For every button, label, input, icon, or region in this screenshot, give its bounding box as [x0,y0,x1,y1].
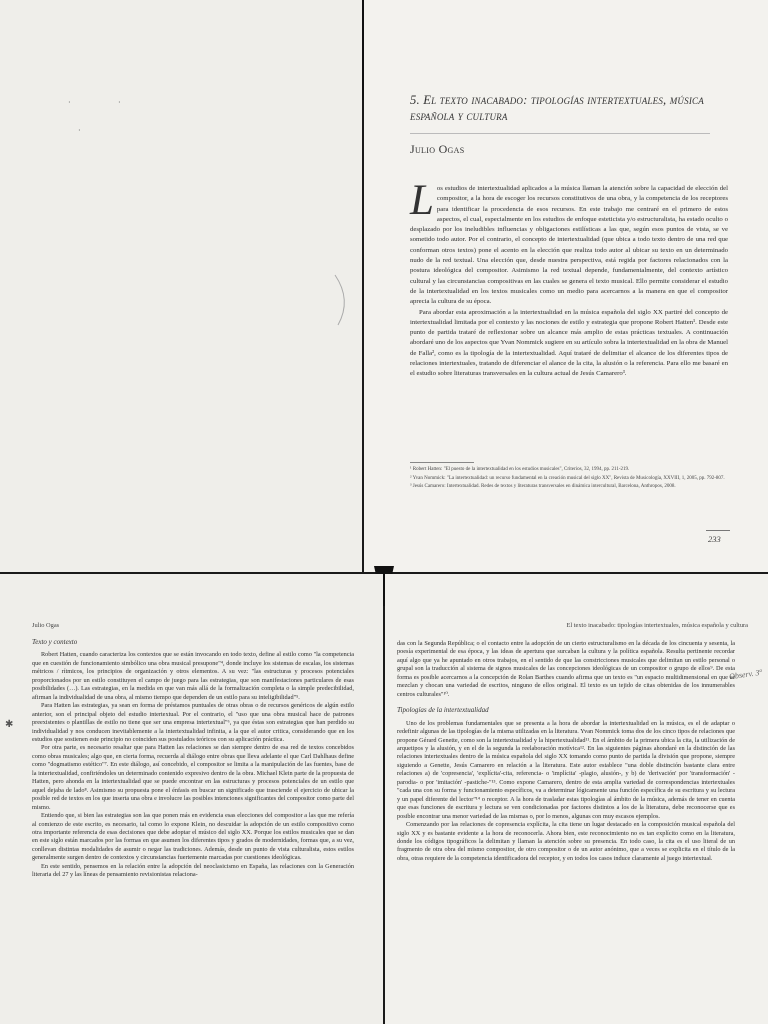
chapter-title: 5. El texto inacabado: tipologías intertextuales, música española y cultura [410,93,704,123]
body-paragraph: Para abordar esta aproximación a la intertextualidad en la música española del siglo XX partiré del concepto de intertextualidad limitada por el contexto y las nociones de estilo y estrategia que propone Robert Hatten¹. Desde este punto de partida trataré de reflexionar sobre un alcance más amplio de estas prácticas textuales. A continuación abordaré uno de los aspectos que Yvan Nommick sugiere en su artículo sobra la intertextualidad en la obra de Manuel de Falla², como es la tipología de la intertextualidad. Aquí trataré de delimitar el alcance de los diferentes tipos de relaciones intertextuales, tratando de diferenciar el alance de la cita, la alusión o la referencia. Para ello me basaré en el estudio sobre literaturas transversales en la cultura actual de Jesús Camarero³. [410,308,728,378]
folio-rule [706,530,730,531]
title-rule [410,133,710,134]
footnote: ³ Jesús Camarero: Intertextualidad. Redes de textos y literaturas transversales en dinámica intercultural, Barcelona, Anthropos, 2008. [410,484,676,490]
page-bottom-right [385,574,768,1024]
page-body [32,638,354,880]
paper-speck: · [118,98,121,107]
margin-annotation-mark: ✱ [5,719,14,730]
body-paragraph: Robert Hatten, cuando caracteriza los contextos que se están invocando en todo texto, define al estilo como "la competencia que en cuestión de funcionamiento simbólico una obra musical presupone"⁴, donde incluye los sistemas de escalas, los sistemas métricos / rítmicos, los principios de organización y otros elementos. A su vez: "las estructuras y procesos potenciales proporcionados por un estilo constituyen el campo de juego para las estrategias, que son manifestaciones particulares de esas posibilidades (…). Las estrategias, en la medida en que van más allá de la formalización completa o la simple predecibilidad, afirman la individualidad de una obra, al mismo tiempo que dependen de un estilo para su inteligibilidad"⁵. [32,651,354,701]
page-number: 233 [708,534,721,544]
footnote: ¹ Robert Hatten: "El puesto de la intertextualidad en los estudios musicales", Criterios, 32, 1994, pp. 211-219. [410,467,630,472]
body-paragraph: Uno de los problemas fundamentales que se presenta a la hora de abordar la intertextualidad en la música, es el de adaptar o redefinir algunas de las tipologías de la misma utilizadas en la literatura. Yvan Nommick toma dos de los cinco tipos de relaciones que propone Gérard Genette, como son la intertextualidad y la hipertextualidad¹¹. En el ámbito de la primera ubica la cita, la utilización de arquetipos y la alusión, y en el de la segunda la reelaboración motívica¹². En las siguientes páginas ahondaré en la distinción de las relaciones intertextuales dentro de la música española del siglo XX tomando como punto de partida la división que propone, siempre siguiendo a Genette, Jesús Camarero en relación a la literatura. Este autor establece "una doble distinción bastante clara entre relaciones a) de 'copresencia', 'explícita'-cita, referencia- o 'implícita' -plagio, alusión-, y b) de 'derivación' por 'transformación' -parodia- o por 'imitación' -pastiche-"¹³. Como expone Camarero, dentro de esta amplia variedad de correspondencias intertextuales "cada una con su forma y funcionamiento específicos, va a determinar lógicamente una función específica de su escritura y su lectura y un papel diferente del lector"¹⁴ o receptor. A la hora de trasladar estas tipologías al ámbito de la música, además de tener en cuenta que esas funciones de escritura y lectura se ven condicionadas por factores distintos a los de la literatura, debe reconocerse que es posible encontrar una menor variedad de las mismas o, por lo menos, algunas con muy escasos ejemplos. [397,719,735,820]
handwritten-margin-note: Observ. 3ª [728,667,763,682]
page-curl-mark [330,270,360,330]
footnote: ² Yvan Nommick: "La intertextualidad: un recurso fundamental en la creación musical del siglo XX", Revista de Musicología, XXVIII, 1, 2005, pp. 792-807. [410,475,725,481]
drop-cap: L [410,177,434,224]
footnotes [410,466,728,492]
page-top-left [0,0,362,572]
body-paragraph: Entiendo que, si bien las estrategias son las que ponen más en evidencia esas elecciones del compositor a las que me refería al comienzo de este escrito, es necesario, tal como lo expone Klein, no descuidar la adopción de un estilo compositivo como otra importante referencia de esas decisiones que debe adoptar el músico del siglo XX. Porque los estilos musicales que se dan en este siglo están marcados por las formas en que asumen los diferentes tipos y grados de modernidades, formas que, a su vez, conllevan distintas modalidades de asumir o negar las tradiciones. Además, desde un punto de vista culturalista, estos estilos generalmente surgen dentro de contextos y circunstancias fuertemente marcadas por cuestiones ideológicas. [32,812,354,862]
body-paragraph: Para Hatten las estrategias, ya sean en forma de préstamos puntuales de otras obras o de recursos genéricos de algún estilo anterior, son el principal objeto del estudio intertextual. Por el contrario, el "uso que una obra musical hace de patrones preexistentes o plantillas de estilo no tiene que ser una empresa intertextual"⁶, ya que éstas son estrategias que han perdido su individualidad y nos conducen inevitablemente a la intertextualidad infinita, a la que el autor critica, considerando que en los estudios que sostienen este principio no coinciden sus postulados teóricos con su aplicación práctica. [32,702,354,743]
body-paragraph: Comenzando por las relaciones de copresencia explícita, la cita tiene un lugar destacado en la composición musical española del siglo XX y es bastante evidente a la hora de reconocerla. Ahora bien, este reconocimiento no es tan explícito como en la literatura, donde los códigos tipográficos la delimitan y llaman la atención sobre su presencia. En todo caso, la cita es el uso literal de un fragmento de otra obra del mismo compositor, de otro compositor o de un autor anónimo, que a veces se explicita en el título de la obra, otras requiere de la competencia identificadora del receptor, y en todos los casos induce claramente al juego intertextual. [397,821,735,862]
page-bottom-left [0,574,383,1024]
body-paragraph: Los estudios de intertextualidad aplicados a la música llaman la atención sobre la capacidad de elección del compositor, a la hora de escoger los recursos constitutivos de una obra, y la competencia de los receptores para identificar la procedencia de esos recursos. En este trabajo me centraré en el primero de estos aspectos, el cual, especialmente en los estudios de enfoque esteticista y/o estructuralista, ha estado oculto o desplazado por los ineludibles influencias y obligaciones estilísticas a las que, según esos puntos de vista, se ve sometido todo autor. Por el contrario, el concepto de intertextualidad (que ubica a todo texto dentro de una red que conforman otros textos) pone el acento en la elección que realiza todo autor al ubicar su texto en un determinado nudo de la red textual. Una elección que, desde nuestra perspectiva, está regida por factores relacionados con la postura ideológica del compositor. Asimismo la red textual depende, fundamentalmente, del contexto artístico cultural y las circunstancias compositivas en las cuales se genera el texto musical. Ello permite considerar el estudio de la intertextualidad en los textos musicales como un medio para acercarnos a la manera en que el compositor aprecia la cultura de su época. [410,177,728,306]
paper-speck: · [78,126,81,135]
section-heading: Texto y contexto [32,638,78,646]
page-body [397,640,735,863]
running-head: El texto inacabado: tipologías intertextuales, música española y cultura [566,622,748,629]
chapter-author: Julio Ogas [410,142,465,156]
chapter-body [410,177,728,380]
body-paragraph: Por otra parte, es necesario resaltar que para Hatten las relaciones se dan siempre dentro de esa red de textos concebidos como obras musicales; algo que, en cierta forma, recuerda al diálogo entre obras que lleva adelante el que Carl Dahlhaus define como "dogmatismo estético"⁷. En este diálogo, así concebido, el compositor se limita a la manipulación de las fuentes, base de la intertextualidad, confiriéndoles un determinado contenido expresivo dentro de la obra. Michael Klein parte de la propuesta de Hatten, pero ahonda en la intertextualidad que se puede encontrar en las estructuras y procesos potenciales de un estilo que aquel dejaba de lado⁸. Asimismo su propuesta pone el énfasis en buscar un significado que trasciende el ejercicio de ubicar la posible red de textos en los que inserta una obra e involucre las posibles intenciones significantes del compositor como parte del mismo. [32,744,354,811]
footnote-rule [410,462,474,463]
section-heading: Tipologías de la intertextualidad [397,706,489,715]
running-head: Julio Ogas [32,622,60,629]
body-paragraph: das con la Segunda República; o el contacto entre la adopción de un cierto estructuralismo en la década de los cincuenta y sesenta, la poesía experimental de esa época, y las ideas de apertura que surcaban la cultura y la política española. Resulta pertinente recordar aquí algo que ya he apuntado en otros trabajos, en el sentido de que las constricciones musicales que delimitan un estilo personal o grupal son la traducción al sistema de signos musicales de las concepciones ideológicas de un compositor o grupo de ellos⁹. De esta forma es posible acercarnos a la concepción de Rolan Barthes cuando afirma que un texto es "un espacio multidimensional en que se mezclan y chocan una variedad de escritos, ninguno de ellos original. El texto es un tejido de citas obtenidas de los innumerables centros culturales"¹⁰. [397,640,735,698]
body-paragraph: En este sentido, pensemos en la relación entre la adopción del neoclasicismo en España, las relaciones con la Generación literaria del 27 y las líneas de pensamiento revisionistas relaciona- [32,862,354,879]
page-top-right [364,0,768,572]
paper-speck: · [68,98,71,107]
